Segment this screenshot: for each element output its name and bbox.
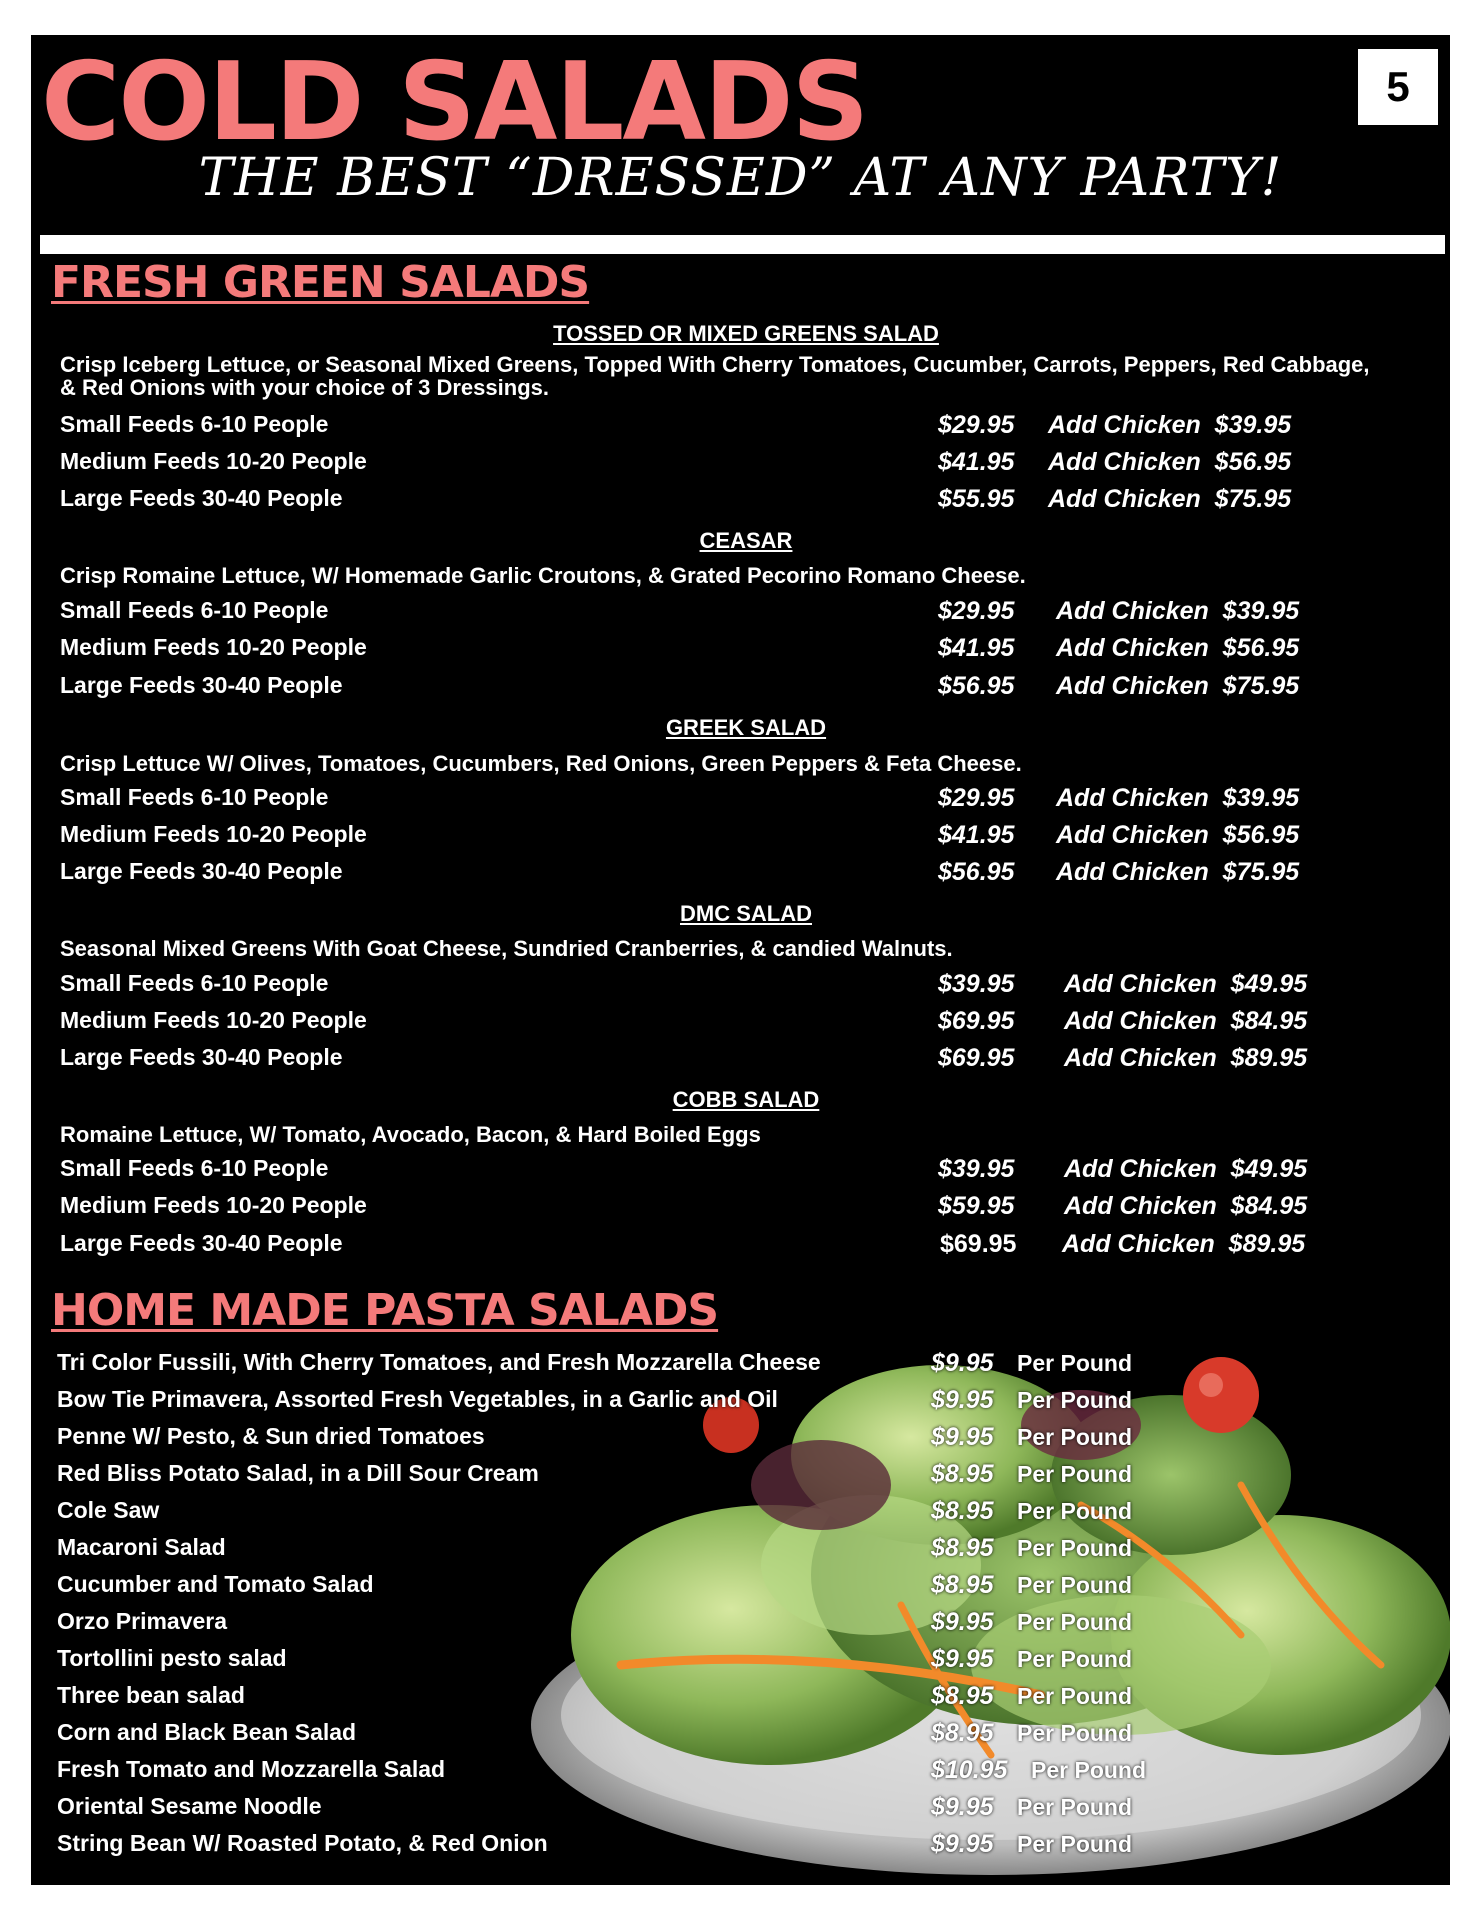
- size-label: Medium Feeds 10-20 People: [60, 1007, 367, 1033]
- pasta-item-row: [31, 1460, 1450, 1492]
- size-label: Large Feeds 30-40 People: [60, 1230, 343, 1256]
- salad-title: COBB SALAD: [672, 1087, 820, 1112]
- pasta-item-unit: Per Pound: [1017, 1720, 1133, 1746]
- pasta-item-unit: Per Pound: [1031, 1757, 1147, 1783]
- pasta-item-name: Cole Saw: [57, 1497, 160, 1523]
- pasta-item-unit: Per Pound: [1017, 1572, 1133, 1598]
- pasta-item-row: [31, 1497, 1450, 1529]
- pasta-item-price: $9.95: [931, 1349, 994, 1377]
- size-row: [31, 784, 1450, 814]
- pasta-item-price: $9.95: [931, 1830, 994, 1858]
- size-price: $29.95: [938, 597, 1015, 625]
- pasta-item-unit: Per Pound: [1017, 1461, 1133, 1487]
- page-title: COLD SALADS: [41, 40, 868, 165]
- pasta-item-unit: Per Pound: [1017, 1535, 1133, 1561]
- salad-description: Crisp Romaine Lettuce, W/ Homemade Garlic Croutons, & Grated Pecorino Romano Cheese.: [60, 563, 1026, 588]
- add-chicken-price: Add Chicken $56.95: [1048, 448, 1292, 476]
- add-chicken-price: Add Chicken $39.95: [1056, 597, 1300, 625]
- add-chicken-price: Add Chicken $56.95: [1056, 821, 1300, 849]
- size-row: [31, 1007, 1450, 1037]
- pasta-item-row: [31, 1682, 1450, 1714]
- pasta-item-unit: Per Pound: [1017, 1794, 1133, 1820]
- size-row: [31, 1044, 1450, 1074]
- size-row: [31, 411, 1450, 441]
- pasta-item-unit: Per Pound: [1017, 1498, 1133, 1524]
- pasta-item-price: $8.95: [931, 1497, 994, 1525]
- pasta-item-price: $10.95: [931, 1756, 1008, 1784]
- size-row: [31, 634, 1450, 664]
- pasta-item-name: Bow Tie Primavera, Assorted Fresh Vegetables, in a Garlic and Oil: [57, 1386, 778, 1412]
- pasta-item-price: $9.95: [931, 1645, 994, 1673]
- add-chicken-price: Add Chicken $84.95: [1064, 1192, 1308, 1220]
- pasta-item-row: [31, 1386, 1450, 1418]
- pasta-item-row: [31, 1756, 1450, 1788]
- pasta-item-unit: Per Pound: [1017, 1387, 1133, 1413]
- size-row: [31, 485, 1450, 515]
- pasta-item-row: [31, 1608, 1450, 1640]
- size-label: Large Feeds 30-40 People: [60, 1044, 343, 1070]
- size-price: $69.95: [938, 1007, 1015, 1035]
- size-row: [31, 858, 1450, 888]
- pasta-item-row: [31, 1719, 1450, 1751]
- add-chicken-price: Add Chicken $39.95: [1056, 784, 1300, 812]
- pasta-item-name: Oriental Sesame Noodle: [57, 1793, 322, 1819]
- size-label: Medium Feeds 10-20 People: [60, 448, 367, 474]
- add-chicken-price: Add Chicken $75.95: [1056, 858, 1300, 886]
- pasta-item-row: [31, 1349, 1450, 1381]
- size-price: $29.95: [938, 411, 1015, 439]
- salad-title: GREEK SALAD: [665, 715, 827, 740]
- size-price: $39.95: [938, 1155, 1015, 1183]
- pasta-item-unit: Per Pound: [1017, 1350, 1133, 1376]
- size-label: Small Feeds 6-10 People: [60, 784, 329, 810]
- pasta-item-name: Fresh Tomato and Mozzarella Salad: [57, 1756, 446, 1782]
- section-heading-pasta-salads: HOME MADE PASTA SALADS: [51, 1285, 719, 1336]
- size-label: Large Feeds 30-40 People: [60, 672, 343, 698]
- section-heading-fresh-green: FRESH GREEN SALADS: [51, 257, 590, 308]
- pasta-item-price: $8.95: [931, 1460, 994, 1488]
- pasta-item-price: $9.95: [931, 1423, 994, 1451]
- size-price: $41.95: [938, 821, 1015, 849]
- page-number: 5: [1358, 49, 1438, 125]
- pasta-item-name: Three bean salad: [57, 1682, 245, 1708]
- size-price: $69.95: [940, 1230, 1017, 1258]
- salad-description: Crisp Lettuce W/ Olives, Tomatoes, Cucumbers, Red Onions, Green Peppers & Feta Cheese.: [60, 751, 1022, 776]
- size-row: [31, 597, 1450, 627]
- size-price: $55.95: [938, 485, 1015, 513]
- size-price: $41.95: [938, 634, 1015, 662]
- size-row: [31, 1230, 1450, 1260]
- size-label: Small Feeds 6-10 People: [60, 970, 329, 996]
- size-price: $69.95: [938, 1044, 1015, 1072]
- pasta-item-name: Penne W/ Pesto, & Sun dried Tomatoes: [57, 1423, 485, 1449]
- pasta-item-price: $8.95: [931, 1571, 994, 1599]
- size-label: Medium Feeds 10-20 People: [60, 821, 367, 847]
- pasta-item-row: [31, 1571, 1450, 1603]
- pasta-item-name: String Bean W/ Roasted Potato, & Red Onion: [57, 1830, 548, 1856]
- pasta-item-row: [31, 1423, 1450, 1455]
- pasta-item-name: Cucumber and Tomato Salad: [57, 1571, 374, 1597]
- add-chicken-price: Add Chicken $75.95: [1048, 485, 1292, 513]
- size-label: Large Feeds 30-40 People: [60, 485, 343, 511]
- size-row: [31, 970, 1450, 1000]
- pasta-item-name: Corn and Black Bean Salad: [57, 1719, 357, 1745]
- salad-description: Romaine Lettuce, W/ Tomato, Avocado, Bacon, & Hard Boiled Eggs: [60, 1122, 761, 1147]
- pasta-item-price: $9.95: [931, 1793, 994, 1821]
- pasta-item-price: $9.95: [931, 1608, 994, 1636]
- pasta-item-name: Red Bliss Potato Salad, in a Dill Sour Cream: [57, 1460, 539, 1486]
- pasta-item-price: $8.95: [931, 1682, 994, 1710]
- add-chicken-price: Add Chicken $56.95: [1056, 634, 1300, 662]
- size-row: [31, 1192, 1450, 1222]
- add-chicken-price: Add Chicken $84.95: [1064, 1007, 1308, 1035]
- add-chicken-price: Add Chicken $39.95: [1048, 411, 1292, 439]
- pasta-item-unit: Per Pound: [1017, 1646, 1133, 1672]
- size-price: $56.95: [938, 672, 1015, 700]
- size-row: [31, 448, 1450, 478]
- size-label: Medium Feeds 10-20 People: [60, 1192, 367, 1218]
- size-price: $59.95: [938, 1192, 1015, 1220]
- add-chicken-price: Add Chicken $89.95: [1064, 1044, 1308, 1072]
- salad-title: CEASAR: [699, 528, 793, 553]
- size-row: [31, 821, 1450, 851]
- size-price: $41.95: [938, 448, 1015, 476]
- pasta-item-row: [31, 1793, 1450, 1825]
- size-label: Small Feeds 6-10 People: [60, 411, 329, 437]
- menu-page: [31, 35, 1450, 1885]
- salad-title: TOSSED OR MIXED GREENS SALAD: [553, 321, 939, 346]
- add-chicken-price: Add Chicken $49.95: [1064, 970, 1308, 998]
- pasta-item-row: [31, 1534, 1450, 1566]
- salad-description: Seasonal Mixed Greens With Goat Cheese, Sundried Cranberries, & candied Walnuts.: [60, 936, 953, 961]
- size-price: $29.95: [938, 784, 1015, 812]
- pasta-item-unit: Per Pound: [1017, 1424, 1133, 1450]
- pasta-item-row: [31, 1830, 1450, 1862]
- add-chicken-price: Add Chicken $75.95: [1056, 672, 1300, 700]
- size-row: [31, 1155, 1450, 1185]
- add-chicken-price: Add Chicken $49.95: [1064, 1155, 1308, 1183]
- pasta-item-name: Tri Color Fussili, With Cherry Tomatoes, and Fresh Mozzarella Cheese: [57, 1349, 821, 1375]
- size-label: Medium Feeds 10-20 People: [60, 634, 367, 660]
- size-price: $39.95: [938, 970, 1015, 998]
- size-row: [31, 672, 1450, 702]
- size-price: $56.95: [938, 858, 1015, 886]
- pasta-item-unit: Per Pound: [1017, 1831, 1133, 1857]
- size-label: Large Feeds 30-40 People: [60, 858, 343, 884]
- pasta-item-name: Macaroni Salad: [57, 1534, 226, 1560]
- pasta-item-price: $8.95: [931, 1719, 994, 1747]
- header-divider: [40, 235, 1445, 254]
- add-chicken-price: Add Chicken $89.95: [1062, 1230, 1306, 1258]
- pasta-item-row: [31, 1645, 1450, 1677]
- pasta-item-price: $9.95: [931, 1386, 994, 1414]
- pasta-item-unit: Per Pound: [1017, 1683, 1133, 1709]
- pasta-item-unit: Per Pound: [1017, 1609, 1133, 1635]
- tagline: THE BEST “DRESSED” AT ANY PARTY!: [198, 148, 1283, 208]
- size-label: Small Feeds 6-10 People: [60, 597, 329, 623]
- pasta-item-name: Tortollini pesto salad: [57, 1645, 287, 1671]
- salad-title: DMC SALAD: [680, 901, 812, 926]
- pasta-item-name: Orzo Primavera: [57, 1608, 228, 1634]
- pasta-item-price: $8.95: [931, 1534, 994, 1562]
- size-label: Small Feeds 6-10 People: [60, 1155, 329, 1181]
- salad-description: Crisp Iceberg Lettuce, or Seasonal Mixed Greens, Topped With Cherry Tomatoes, Cucumber, Carrots, Peppers, Red Cabbage, & Red Onions with your choice of 3 Dressings.: [60, 352, 1370, 400]
